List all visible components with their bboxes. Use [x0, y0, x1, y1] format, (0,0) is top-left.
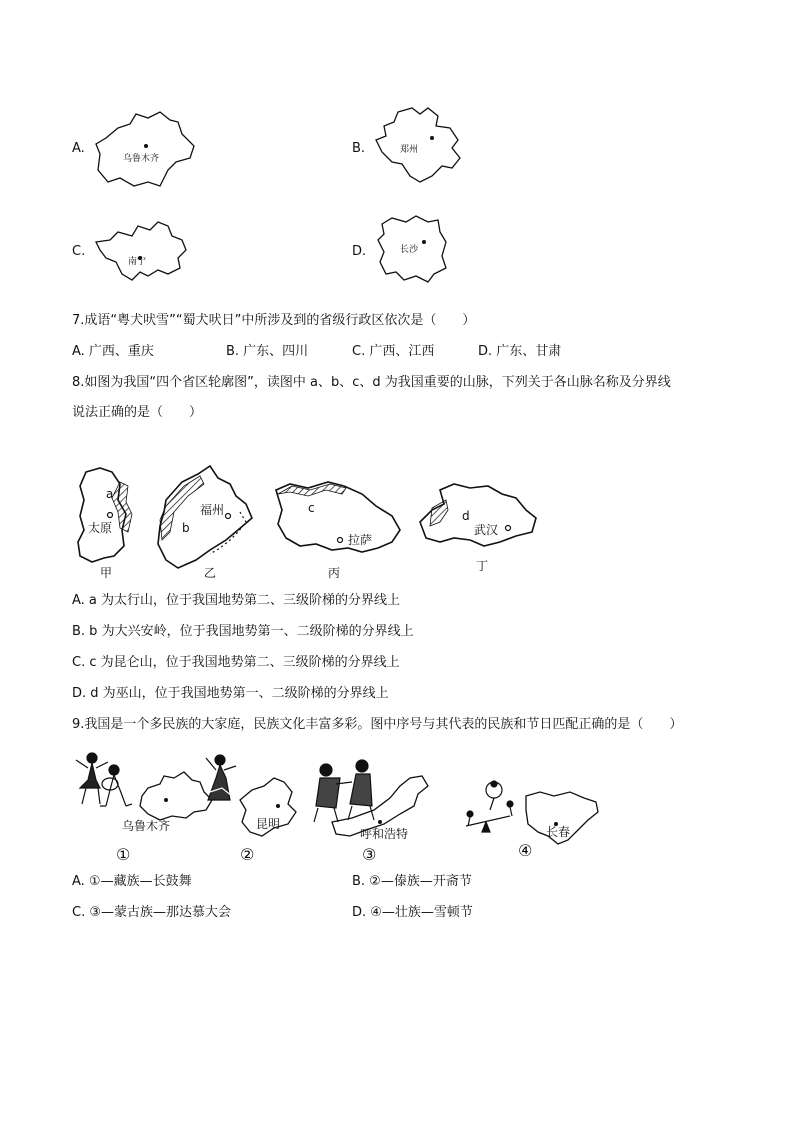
figure-1 [76, 753, 212, 864]
q8-stem-line2: 说法正确的是（ ） [72, 405, 203, 420]
map-name-label: 乙 [204, 566, 217, 580]
mountain-label: b [182, 521, 190, 535]
q8-stem-line1: 8.如图为我国“四个省区轮廓图”，读图中 a、b、c、d 为我国重要的山脉，下列关于各山脉名称及分界线 [72, 375, 671, 390]
map-name-label: 丁 [476, 559, 489, 573]
q9-option-b: B. ②—傣族—开斋节 [352, 874, 472, 889]
q8-province-maps-figure [70, 460, 610, 585]
q9-option-a: A. ①—藏族—长鼓舞 [72, 874, 192, 889]
map-city-label: 乌鲁木齐 [122, 819, 171, 833]
map-city-label: 呼和浩特 [360, 827, 409, 841]
dancer-illustration-icon [76, 753, 132, 806]
q8-option-d: D. d 为巫山，位于我国地势第一、二级阶梯的分界线上 [72, 686, 389, 701]
figure-4 [466, 781, 598, 860]
map-city-label: 福州 [200, 503, 225, 517]
map-city-label: 长沙 [400, 245, 419, 255]
q7-stem: 7.成语“粤犬吠雪”“蜀犬吠日”中所涉及到的省级行政区依次是（ ） [72, 313, 476, 328]
map-city-label: 乌鲁木齐 [123, 154, 160, 164]
figure-2 [206, 755, 296, 864]
dancer-illustration-icon [206, 755, 236, 800]
mountain-label: a [106, 487, 114, 501]
hunan-outline-map [372, 212, 452, 284]
q9-option-c: C. ③—蒙古族—那达慕大会 [72, 905, 231, 920]
seesaw-illustration-icon [466, 781, 513, 832]
map-city-label: 武汉 [474, 523, 499, 537]
map-city-label: 太原 [88, 521, 113, 535]
mountain-label: c [308, 501, 315, 515]
figure-number: ① [116, 845, 131, 864]
map-bing [276, 482, 400, 580]
q7-option-d: D. 广东、甘肃 [478, 344, 562, 359]
figure-number: ② [240, 845, 255, 864]
figure-number: ④ [518, 841, 533, 860]
option-letter: C. [72, 244, 86, 259]
mountain-hatching [278, 484, 346, 496]
q7-option-b: B. 广东、四川 [226, 344, 309, 359]
q8-option-a: A. a 为太行山，位于我国地势第二、三级阶梯的分界线上 [72, 593, 401, 608]
map-ding [420, 484, 536, 573]
guangxi-outline-map [92, 218, 192, 288]
option-letter: D. [352, 244, 367, 259]
map-city-label: 昆明 [256, 817, 281, 831]
map-city-label: 南宁 [128, 257, 147, 267]
figure-3 [314, 760, 428, 864]
mountain-hatching [430, 500, 448, 526]
map-city-label: 郑州 [400, 145, 419, 155]
q9-stem: 9.我国是一个多民族的大家庭，民族文化丰富多彩。图中序号与其代表的民族和节日匹配正确的是（ ） [72, 717, 683, 732]
option-letter: B. [352, 141, 366, 156]
map-city-label: 拉萨 [348, 533, 373, 547]
q9-option-d: D. ④—壮族—雪顿节 [352, 905, 473, 920]
mountain-hatching [112, 482, 132, 532]
map-city-label: 长春 [546, 825, 571, 839]
q7-option-a: A. 广西、重庆 [72, 344, 154, 359]
map-name-label: 甲 [100, 566, 113, 580]
q8-option-c: C. c 为昆仑山，位于我国地势第二、三级阶梯的分界线上 [72, 655, 400, 670]
option-letter: A. [72, 141, 85, 156]
mountain-label: d [462, 509, 470, 523]
map-yi [158, 466, 252, 580]
q8-option-b: B. b 为大兴安岭，位于我国地势第一、二级阶梯的分界线上 [72, 624, 414, 639]
xinjiang-outline-map [90, 108, 200, 193]
q7-option-c: C. 广西、江西 [352, 344, 435, 359]
henan-outline-map [372, 104, 467, 189]
figure-number: ③ [362, 845, 377, 864]
q9-ethnic-festival-figure [70, 748, 610, 866]
map-name-label: 丙 [328, 566, 341, 580]
map-jia [78, 468, 132, 580]
